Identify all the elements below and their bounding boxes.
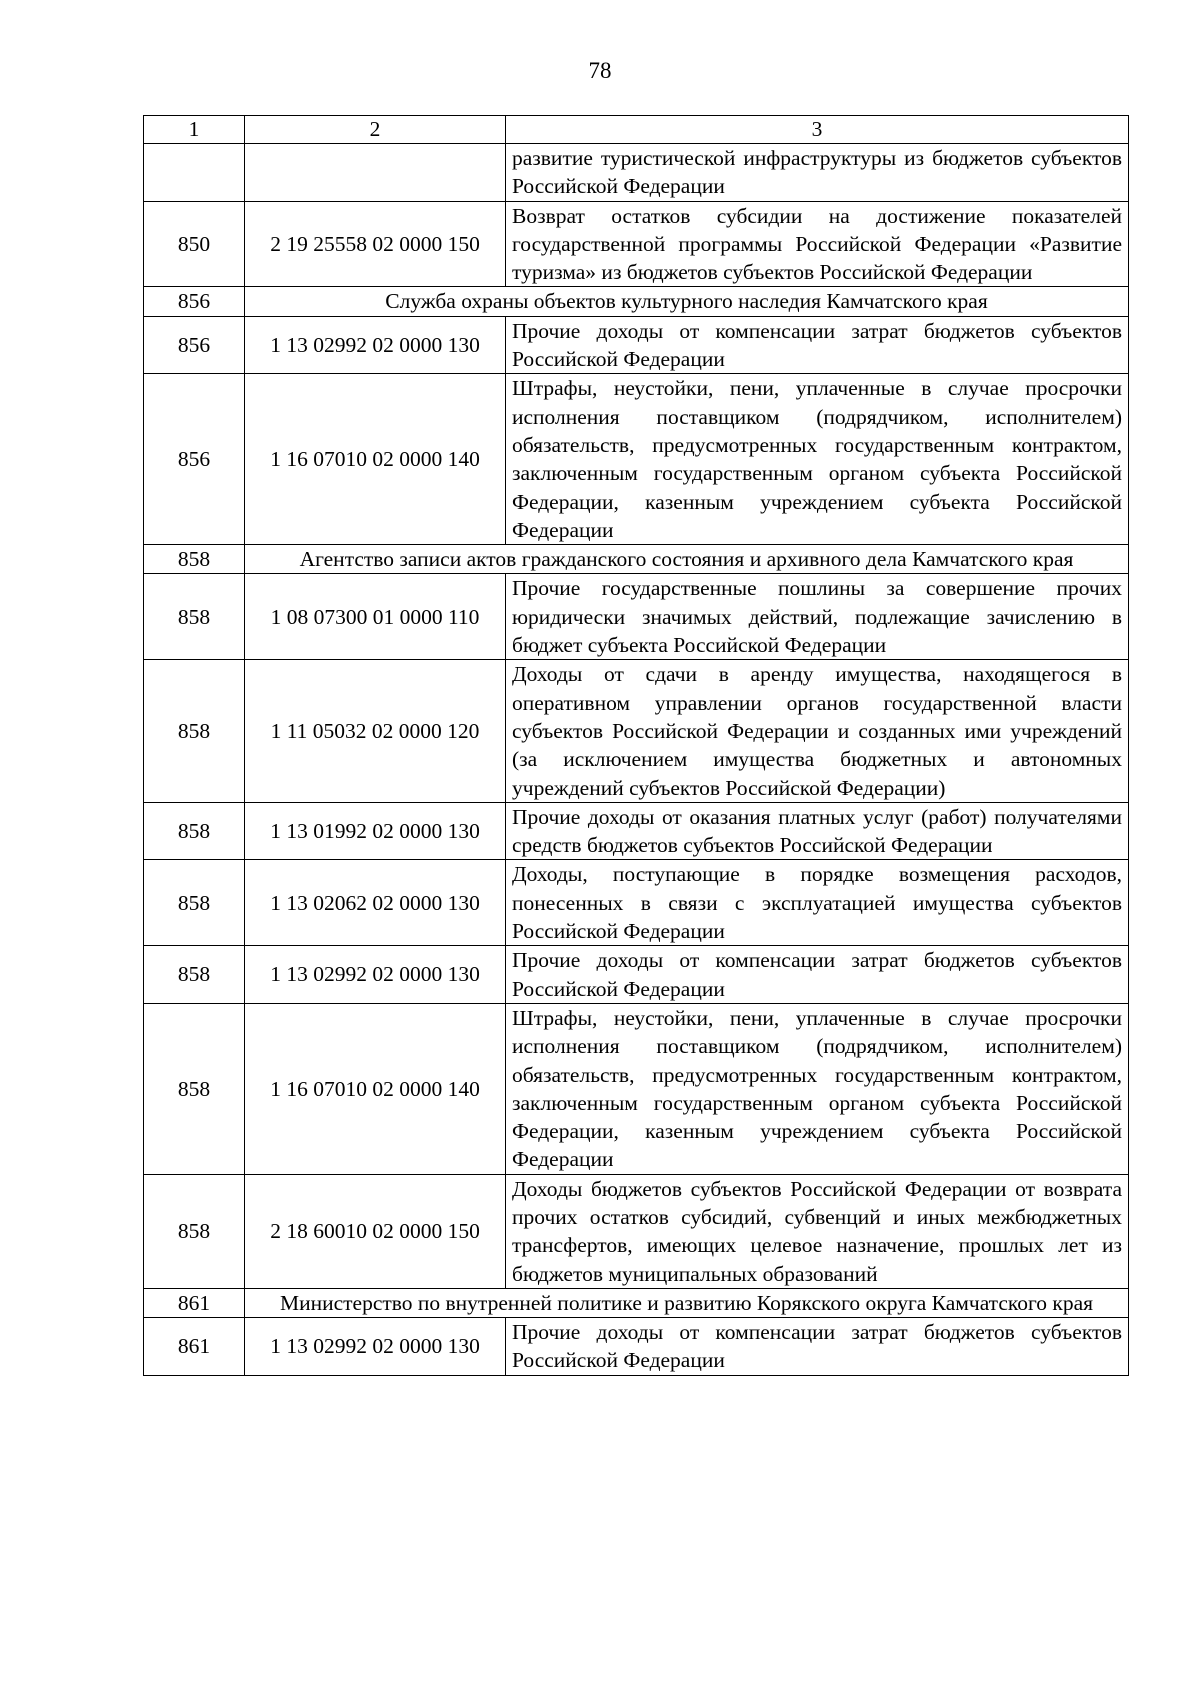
revenue-name-cell: Прочие государственные пошлины за совершение прочих юридически значимых действий, подлежащие зачислению в бюджет субъекта Российской Федерации bbox=[506, 574, 1129, 660]
revenue-code-cell: 1 16 07010 02 0000 140 bbox=[245, 1003, 506, 1174]
revenue-code-cell: 1 08 07300 01 0000 110 bbox=[245, 574, 506, 660]
revenue-code-cell: 1 11 05032 02 0000 120 bbox=[245, 660, 506, 802]
table-header-row bbox=[144, 116, 1129, 144]
table-row bbox=[144, 374, 1129, 545]
admin-code-cell: 858 bbox=[144, 1003, 245, 1174]
section-row bbox=[144, 287, 1129, 316]
column-header-3: 3 bbox=[506, 116, 1129, 144]
admin-code-cell: 861 bbox=[144, 1288, 245, 1317]
column-header-1: 1 bbox=[144, 116, 245, 144]
admin-code-cell bbox=[144, 144, 245, 202]
section-title-cell: Служба охраны объектов культурного наследия Камчатского края bbox=[245, 287, 1129, 316]
admin-code-cell: 858 bbox=[144, 860, 245, 946]
table-row bbox=[144, 860, 1129, 946]
table-row bbox=[144, 946, 1129, 1004]
table-row bbox=[144, 660, 1129, 802]
revenue-name-cell: Прочие доходы от оказания платных услуг (работ) получателями средств бюджетов субъектов Российской Федерации bbox=[506, 802, 1129, 860]
table-row bbox=[144, 1174, 1129, 1288]
admin-code-cell: 856 bbox=[144, 287, 245, 316]
admin-code-cell: 858 bbox=[144, 946, 245, 1004]
admin-code-cell: 858 bbox=[144, 574, 245, 660]
revenue-code-cell: 2 19 25558 02 0000 150 bbox=[245, 201, 506, 287]
admin-code-cell: 858 bbox=[144, 1174, 245, 1288]
revenue-name-cell: Прочие доходы от компенсации затрат бюджетов субъектов Российской Федерации bbox=[506, 946, 1129, 1004]
revenue-code-cell: 1 13 01992 02 0000 130 bbox=[245, 802, 506, 860]
revenue-name-cell: развитие туристической инфраструктуры из бюджетов субъектов Российской Федерации bbox=[506, 144, 1129, 202]
revenue-name-cell: Прочие доходы от компенсации затрат бюджетов субъектов Российской Федерации bbox=[506, 1318, 1129, 1376]
revenue-name-cell: Прочие доходы от компенсации затрат бюджетов субъектов Российской Федерации bbox=[506, 316, 1129, 374]
section-row bbox=[144, 1288, 1129, 1317]
admin-code-cell: 856 bbox=[144, 316, 245, 374]
admin-code-cell: 861 bbox=[144, 1318, 245, 1376]
revenue-code-cell: 2 18 60010 02 0000 150 bbox=[245, 1174, 506, 1288]
table-row bbox=[144, 144, 1129, 202]
admin-code-cell: 858 bbox=[144, 545, 245, 574]
table-row bbox=[144, 1003, 1129, 1174]
revenue-name-cell: Штрафы, неустойки, пени, уплаченные в случае просрочки исполнения поставщиком (подрядчиком, исполнителем) обязательств, предусмотренных государственным контрактом, заключенным государственным органом субъекта Российской Федерации, казенным учреждением субъекта Российской Федерации bbox=[506, 374, 1129, 545]
revenue-code-cell bbox=[245, 144, 506, 202]
revenue-name-cell: Доходы, поступающие в порядке возмещения расходов, понесенных в связи с эксплуатацией имущества субъектов Российской Федерации bbox=[506, 860, 1129, 946]
revenue-name-cell: Возврат остатков субсидии на достижение показателей государственной программы Российской Федерации «Развитие туризма» из бюджетов субъектов Российской Федерации bbox=[506, 201, 1129, 287]
section-title-cell: Министерство по внутренней политике и развитию Корякского округа Камчатского края bbox=[245, 1288, 1129, 1317]
admin-code-cell: 850 bbox=[144, 201, 245, 287]
table-row bbox=[144, 1318, 1129, 1376]
column-header-2: 2 bbox=[245, 116, 506, 144]
revenue-code-cell: 1 13 02992 02 0000 130 bbox=[245, 1318, 506, 1376]
table-row bbox=[144, 316, 1129, 374]
revenue-code-cell: 1 13 02062 02 0000 130 bbox=[245, 860, 506, 946]
admin-code-cell: 858 bbox=[144, 802, 245, 860]
revenue-code-cell: 1 16 07010 02 0000 140 bbox=[245, 374, 506, 545]
revenue-name-cell: Штрафы, неустойки, пени, уплаченные в случае просрочки исполнения поставщиком (подрядчиком, исполнителем) обязательств, предусмотренных государственным контрактом, заключенным государственным органом субъекта Российской Федерации, казенным учреждением субъекта Российской Федерации bbox=[506, 1003, 1129, 1174]
revenue-codes-table bbox=[143, 115, 1129, 1376]
table-row bbox=[144, 802, 1129, 860]
admin-code-cell: 858 bbox=[144, 660, 245, 802]
page-number: 78 bbox=[588, 58, 612, 83]
section-row bbox=[144, 545, 1129, 574]
table-row bbox=[144, 574, 1129, 660]
section-title-cell: Агентство записи актов гражданского состояния и архивного дела Камчатского края bbox=[245, 545, 1129, 574]
revenue-name-cell: Доходы от сдачи в аренду имущества, находящегося в оперативном управлении органов государственной власти субъектов Российской Федерации и созданных ими учреждений (за исключением имущества бюджетных и автономных учреждений субъектов Российской Федерации) bbox=[506, 660, 1129, 802]
admin-code-cell: 856 bbox=[144, 374, 245, 545]
table-row bbox=[144, 201, 1129, 287]
revenue-code-cell: 1 13 02992 02 0000 130 bbox=[245, 316, 506, 374]
revenue-name-cell: Доходы бюджетов субъектов Российской Федерации от возврата прочих остатков субсидий, субвенций и иных межбюджетных трансфертов, имеющих целевое назначение, прошлых лет из бюджетов муниципальных образований bbox=[506, 1174, 1129, 1288]
revenue-code-cell: 1 13 02992 02 0000 130 bbox=[245, 946, 506, 1004]
